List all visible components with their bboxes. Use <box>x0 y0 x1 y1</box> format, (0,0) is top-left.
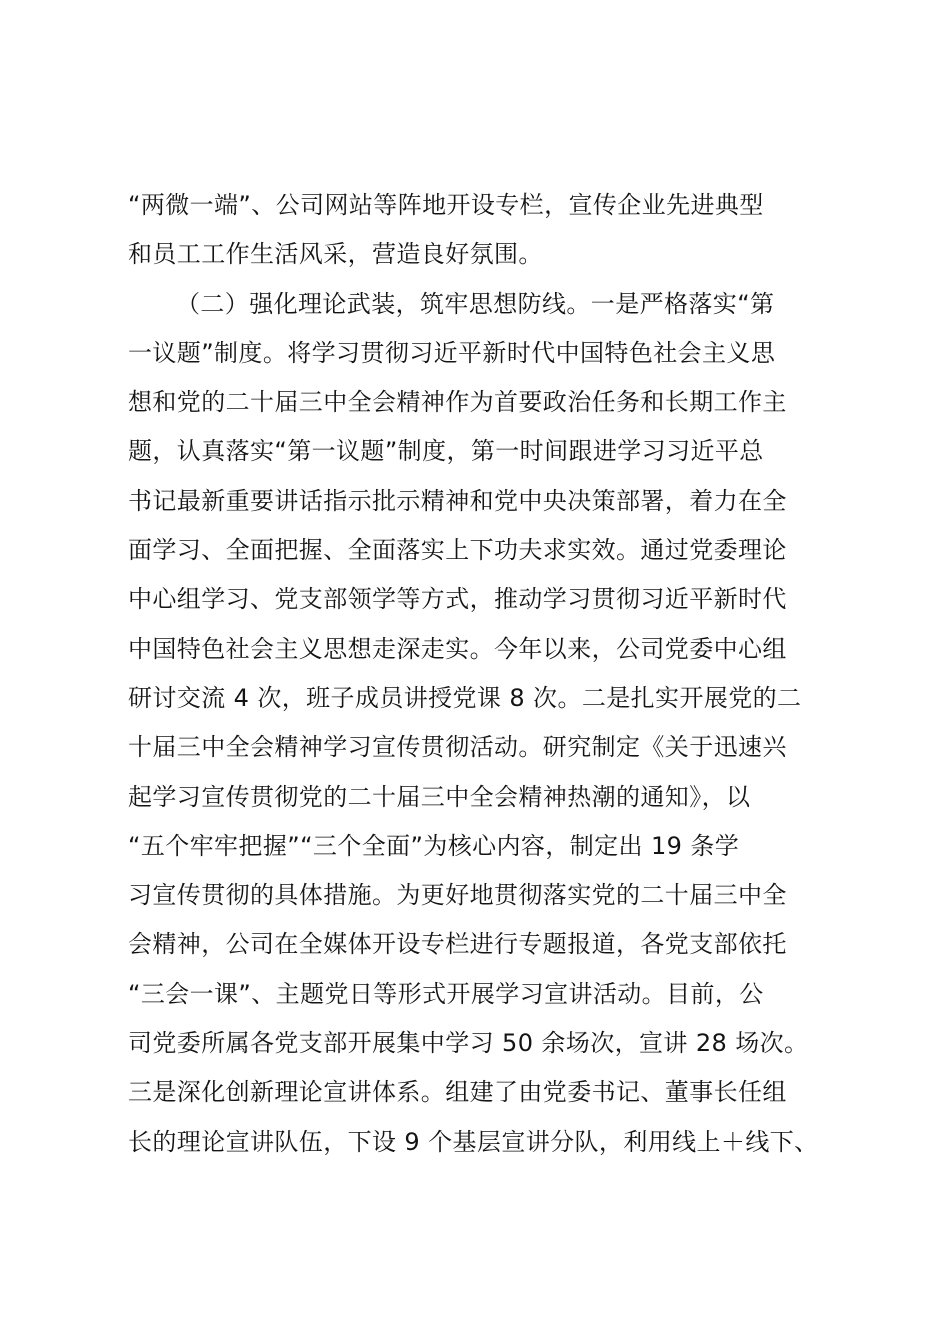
text-line: 研讨交流 4 次，班子成员讲授党课 8 次。二是扎实开展党的二 <box>128 683 802 712</box>
text-line: “五个牢牢把握”“三个全面”为核心内容，制定出 19 条学 <box>128 831 740 860</box>
body-text <box>128 181 838 1167</box>
text-line: 想和党的二十届三中全会精神作为首要政治任务和长期工作主 <box>128 388 787 417</box>
text-line: “两微一端”、公司网站等阵地开设专栏，宣传企业先进典型 <box>128 191 764 219</box>
text-line: 起学习宣传贯彻党的二十届三中全会精神热潮的通知》，以 <box>128 782 751 811</box>
text-line: 一议题”制度。将学习贯彻习近平新时代中国特色社会主义思 <box>128 338 776 367</box>
text-line: 司党委所属各党支部开展集中学习 50 余场次，宣讲 28 场次。 <box>128 1029 809 1058</box>
text-line: 题，认真落实“第一议题”制度，第一时间跟进学习习近平总 <box>128 437 764 466</box>
text-line: “三会一课”、主题党日等形式开展学习宣讲活动。目前，公 <box>128 979 764 1008</box>
text-line: 三是深化创新理论宣讲体系。组建了由党委书记、董事长任组 <box>128 1078 787 1107</box>
text-line: 中心组学习、党支部领学等方式，推动学习贯彻习近平新时代 <box>128 585 787 614</box>
text-line: 和员工工作生活风采，营造良好氛围。 <box>128 240 543 269</box>
section-heading-line: （二）强化理论武装，筑牢思想防线。一是严格落实“第 <box>176 289 775 318</box>
text-line: 中国特色社会主义思想走深走实。今年以来，公司党委中心组 <box>128 634 787 663</box>
text-line: 长的理论宣讲队伍，下设 9 个基层宣讲分队，利用线上＋线下、 <box>128 1127 819 1156</box>
text-line: 十届三中全会精神学习宣传贯彻活动。研究制定《关于迅速兴 <box>128 733 787 762</box>
text-line: 书记最新重要讲话指示批示精神和党中央决策部署，着力在全 <box>128 486 787 515</box>
text-line: 面学习、全面把握、全面落实上下功夫求实效。通过党委理论 <box>128 536 787 565</box>
text-line: 会精神，公司在全媒体开设专栏进行专题报道，各党支部依托 <box>128 930 787 959</box>
text-line: 习宣传贯彻的具体措施。为更好地贯彻落实党的二十届三中全 <box>128 881 787 910</box>
